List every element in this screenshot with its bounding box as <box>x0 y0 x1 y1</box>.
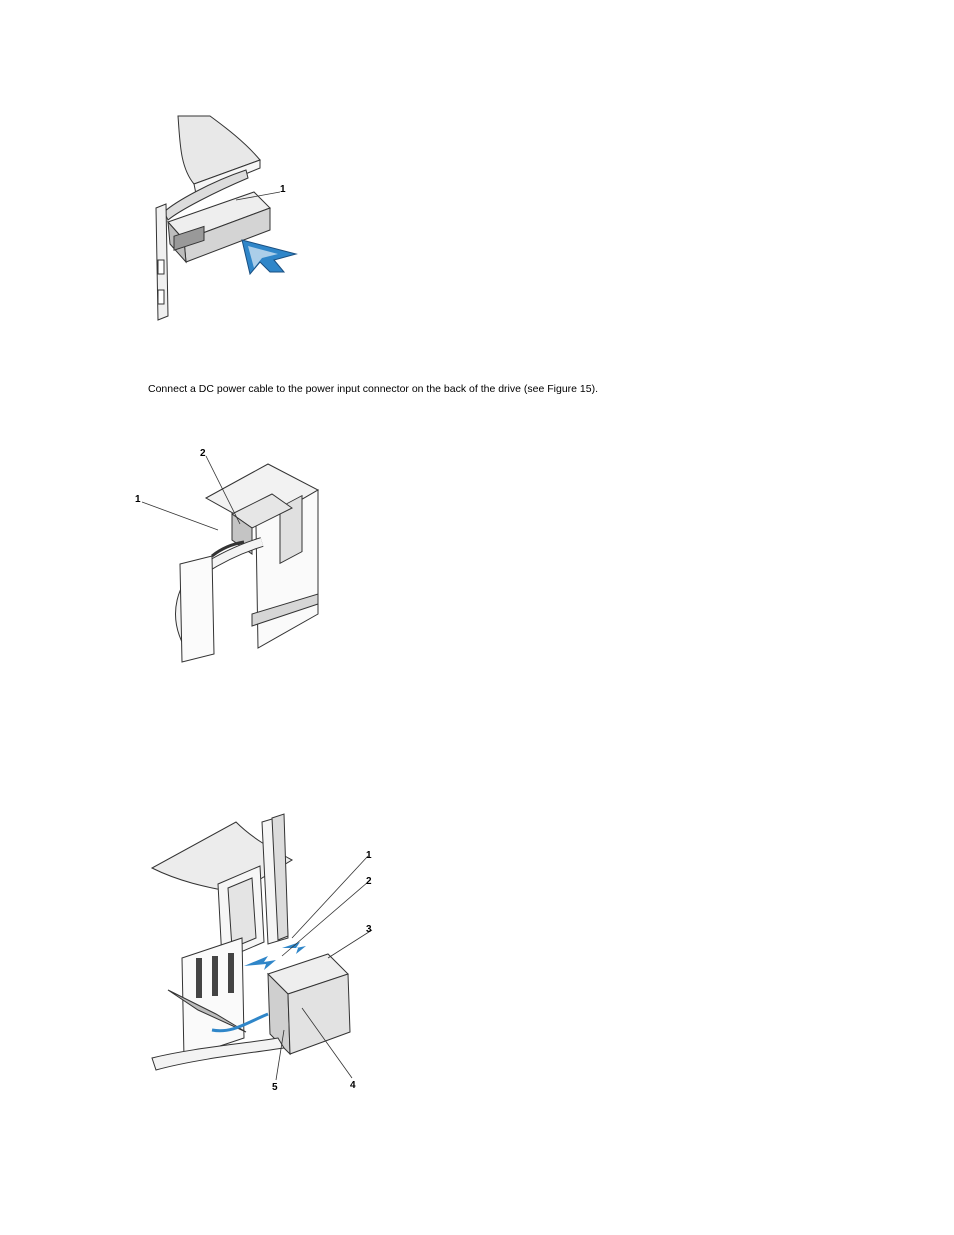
drive-insertion-figure <box>150 112 300 327</box>
callout-2: 2 <box>366 876 372 887</box>
callout-1: 1 <box>366 850 372 861</box>
drive-bracket-figure <box>152 808 382 1093</box>
callout-1: 1 <box>280 184 286 195</box>
power-cable-figure <box>132 444 332 669</box>
callout-2: 2 <box>200 448 206 459</box>
instruction-text: Connect a DC power cable to the power input connector on the back of the drive (see Figure 15). <box>148 383 599 395</box>
callout-3: 3 <box>366 924 372 935</box>
callout-1: 1 <box>135 494 141 505</box>
callout-4: 4 <box>350 1080 356 1091</box>
callout-5: 5 <box>272 1082 278 1093</box>
